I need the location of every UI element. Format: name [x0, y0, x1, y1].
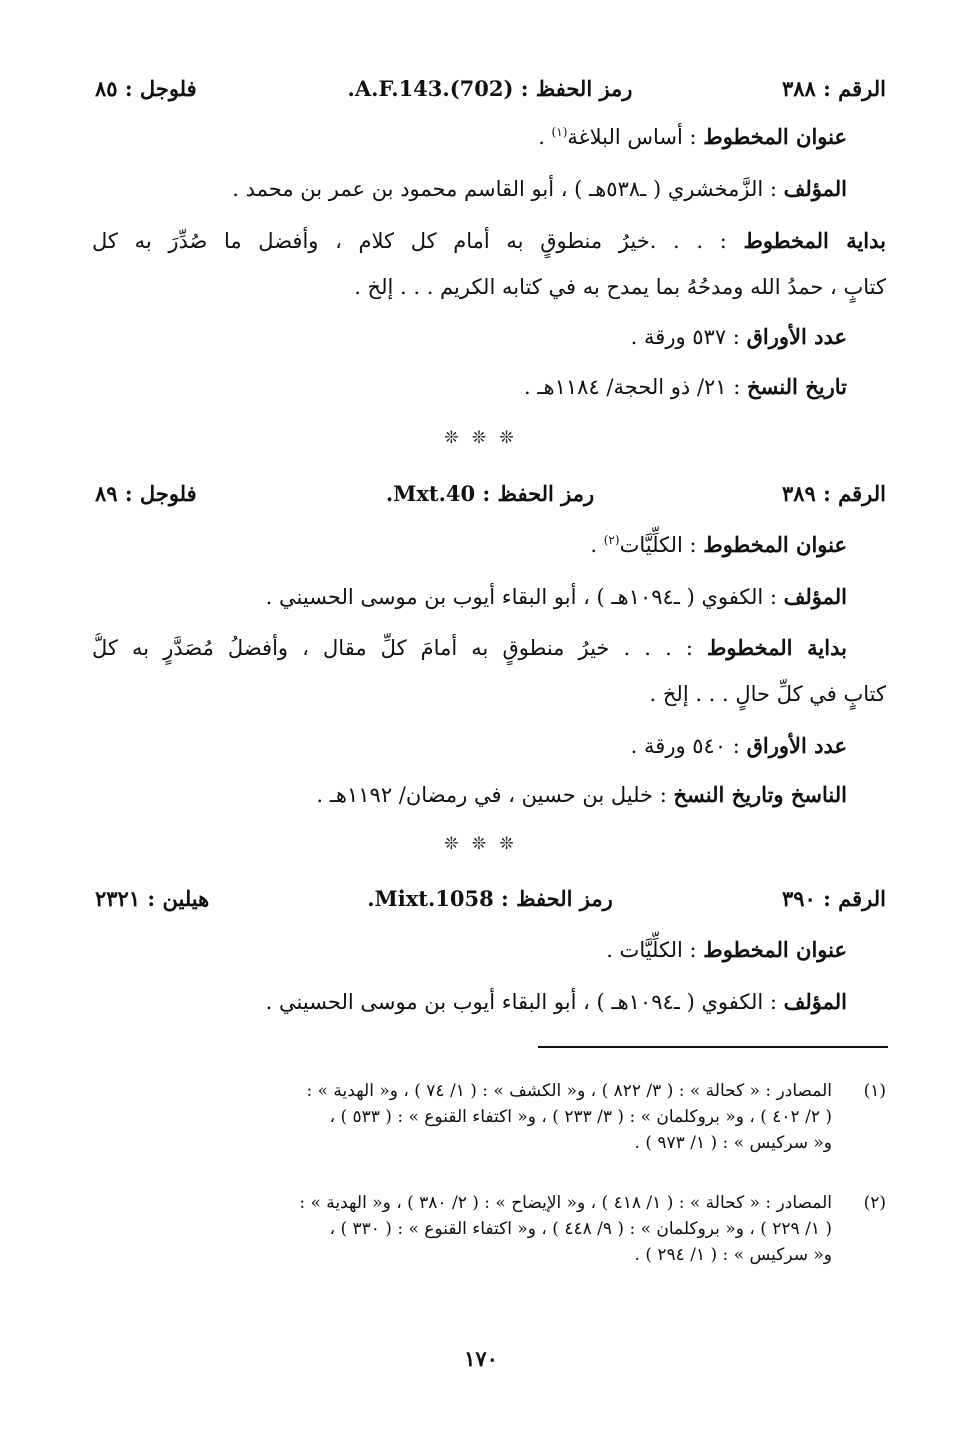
- copy-date-label: الناسخ وتاريخ النسخ: [673, 782, 847, 807]
- leaves-value: : ٥٤٠ ورقة .: [630, 734, 747, 758]
- record-collection: هيلين : ٢٣٢١: [95, 886, 210, 911]
- incipit-text: : . . . خيرُ منطوقٍ به أمامَ كلِّ مقال ، وأفضلُ مُصَدَّرٍ به كلُّ: [92, 636, 708, 660]
- footnote-rule: [538, 1046, 888, 1048]
- leaves-line: [631, 322, 847, 352]
- author-value: : الزَّمخشري ( ـ٥٣٨هـ ) ، أبو القاسم محمود بن عمر بن محمد .: [232, 177, 784, 201]
- footnote-line: المصادر : « كحالة » : ( ١/ ٤١٨ ) ، و« الإيضاح » : ( ٢/ ٣٨٠ ) ، و« الهدية » :: [299, 1193, 832, 1213]
- author-value: : الكفوي ( ـ١٠٩٤هـ ) ، أبو البقاء أيوب بن موسى الحسيني .: [265, 585, 784, 609]
- title-end: .: [538, 125, 552, 149]
- footnote: [86, 1078, 886, 1156]
- title-label: عنوان المخطوط: [703, 532, 847, 557]
- leaves-label: عدد الأوراق: [746, 733, 847, 758]
- record-number: الرقم : ٣٩٠: [781, 886, 886, 911]
- footnote-number: (١): [863, 1081, 886, 1101]
- title-value: : الكلِّيَّات: [619, 533, 704, 557]
- copy-date-line: [524, 372, 847, 402]
- title-value: : أساس البلاغة: [567, 125, 704, 149]
- author-line: [266, 582, 847, 612]
- copy-date-line: [316, 780, 847, 810]
- author-label: المؤلف: [783, 176, 847, 201]
- title-label: عنوان المخطوط: [703, 937, 847, 962]
- incipit-label: بداية المخطوط: [707, 635, 847, 660]
- footnote-line: و« سركيس » : ( ١/ ٩٧٣ ) .: [634, 1133, 832, 1153]
- author-line: [232, 174, 847, 204]
- footnote-line: ( ٢/ ٤٠٢ ) ، و« بروكلمان » : ( ٣/ ٢٣٣ ) ، و« اكتفاء القنوع » : ( ٥٣٣ ) ،: [329, 1107, 832, 1127]
- footnote-ref: (٢): [603, 533, 620, 547]
- record-shelfmark: رمز الحفظ : Mxt.40.: [385, 481, 595, 506]
- incipit-label: بداية المخطوط: [743, 228, 886, 253]
- title-line: [606, 935, 847, 965]
- author-label: المؤلف: [783, 989, 847, 1014]
- record-shelfmark: رمز الحفظ : A.F.143.(702).: [347, 76, 633, 101]
- leaves-value: : ٥٣٧ ورقة .: [630, 325, 747, 349]
- page-number: ١٧٠: [464, 1346, 498, 1371]
- author-label: المؤلف: [783, 584, 847, 609]
- record-header: [95, 72, 886, 112]
- leaves-line: [631, 731, 847, 761]
- record-collection: فلوجل : ٨٩: [95, 481, 197, 506]
- incipit-line: [92, 633, 847, 665]
- incipit-line-continued: كتابٍ ، حمدُ الله ومدحُهُ بما يمدح به في كتابه الكريم . . . إلخ .: [354, 275, 886, 299]
- footnote-line: و« سركيس » : ( ١/ ٢٩٤ ) .: [634, 1245, 832, 1265]
- record-number: الرقم : ٣٨٨: [781, 76, 886, 101]
- incipit-line: [92, 226, 886, 258]
- title-line: [538, 122, 847, 152]
- title-label: عنوان المخطوط: [703, 124, 847, 149]
- record-shelfmark: رمز الحفظ : Mixt.1058.: [367, 886, 613, 911]
- author-value: : الكفوي ( ـ١٠٩٤هـ ) ، أبو البقاء أيوب بن موسى الحسيني .: [265, 990, 784, 1014]
- title-line: [590, 530, 847, 560]
- copy-date-label: تاريخ النسخ: [747, 374, 847, 399]
- footnote-ref: (١): [551, 125, 568, 139]
- author-line: [266, 987, 847, 1017]
- incipit-line-continued: كتابٍ في كلِّ حالٍ . . . إلخ .: [649, 682, 886, 706]
- footnote-line: ( ١/ ٢٢٩ ) ، و« بروكلمان » : ( ٩/ ٤٤٨ ) ، و« اكتفاء القنوع » : ( ٣٣٠ ) ،: [329, 1219, 832, 1239]
- copy-date-value: : خليل بن حسين ، في رمضان/ ١١٩٢هـ .: [316, 783, 674, 807]
- footnote: [86, 1190, 886, 1268]
- record-number: الرقم : ٣٨٩: [781, 481, 886, 506]
- record-header: [95, 477, 886, 517]
- record-header: [95, 882, 886, 922]
- record-separator: ❊ ❊ ❊: [444, 428, 518, 448]
- title-end: .: [590, 533, 604, 557]
- footnote-line: المصادر : « كحالة » : ( ٣/ ٨٢٢ ) ، و« الكشف » : ( ١/ ٧٤ ) ، و« الهدية » :: [306, 1081, 832, 1101]
- incipit-text: : . . .خيرُ منطوقٍ به أمام كل كلام ، وأفضل ما صُدِّرَ به كل: [92, 229, 744, 253]
- title-value: : الكلِّيَّات .: [606, 938, 704, 962]
- copy-date-value: : ٢١/ ذو الحجة/ ١١٨٤هـ .: [524, 375, 748, 399]
- leaves-label: عدد الأوراق: [746, 324, 847, 349]
- record-collection: فلوجل : ٨٥: [95, 76, 197, 101]
- footnote-number: (٢): [863, 1193, 886, 1213]
- record-separator: ❊ ❊ ❊: [444, 834, 518, 854]
